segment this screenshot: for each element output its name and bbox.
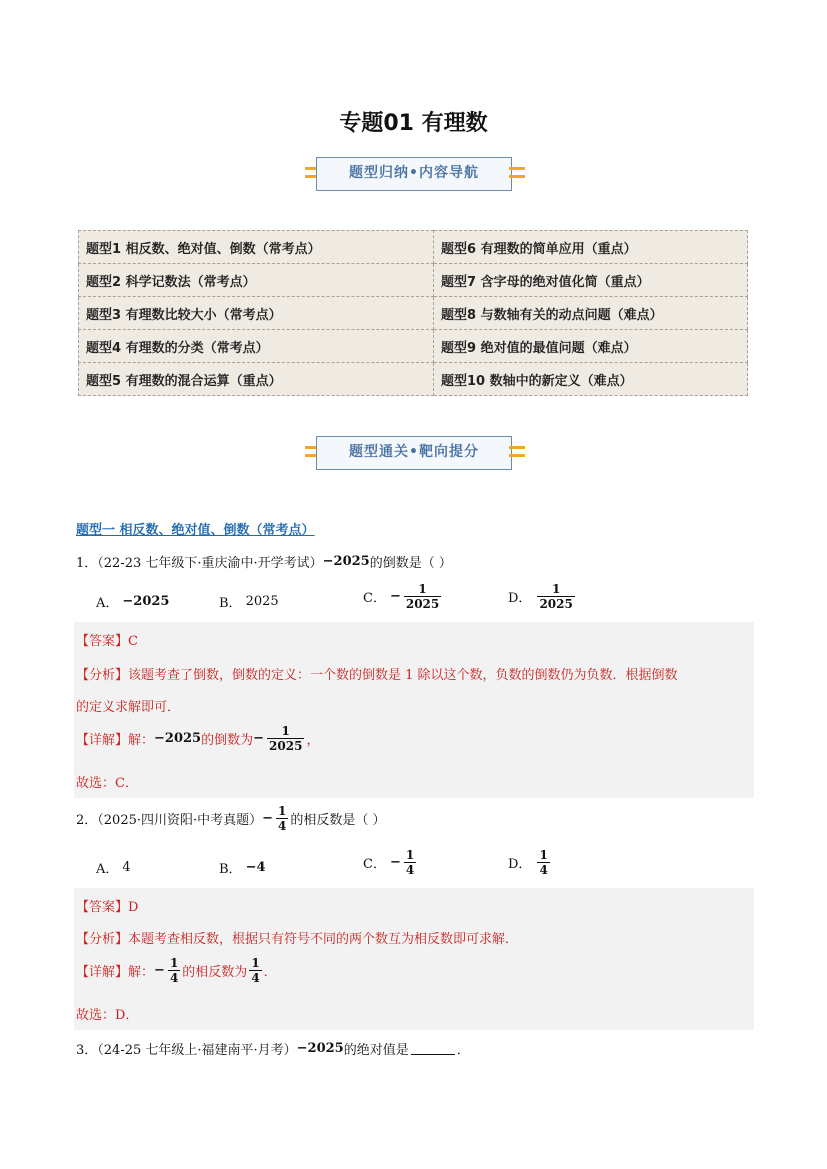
- question-1-answer: 【答案】C: [76, 634, 138, 649]
- question-1-option-d[interactable]: D． $\frac{1}{2025}$: [508, 582, 573, 611]
- question-2-detail: 【详解】 解： − $\frac{1}{4}$ 的相反数为 $\frac{1}{4}$ ．: [76, 956, 277, 985]
- banner-practice: [305, 436, 525, 472]
- banner-decoration-icon: [509, 167, 525, 183]
- question-1-source: 1．（22-23 七年级下·重庆渝中·开学考试）: [76, 556, 323, 571]
- fraction: $\frac{1}{4}$: [251, 956, 260, 985]
- question-1-analysis-line-2: 的定义求解即可．: [76, 700, 181, 715]
- banner-practice-label: 题型通关•靶向提分: [316, 436, 512, 470]
- page-title: 专题01 有理数: [339, 111, 488, 136]
- fraction: $\frac{1}{4}$: [169, 956, 179, 985]
- question-1-analysis-line-1: 【分析】 该题考查了倒数，倒数的定义：一个数的倒数是 1 除以这个数，负数的倒数仍为负数．根据倒数: [76, 668, 678, 683]
- fraction: $\frac{1}{2025}$: [405, 582, 440, 611]
- question-1-expression: −2025: [322, 554, 370, 569]
- question-3-suffix: 的绝对值是: [343, 1043, 409, 1058]
- question-2-option-d[interactable]: D． $\frac{1}{4}$: [508, 848, 548, 877]
- question-2-answer: 【答案】D: [76, 900, 139, 915]
- question-1-solution: [74, 622, 754, 798]
- banner-decoration-icon: [509, 446, 525, 462]
- nav-item-type-10[interactable]: 题型10 数轴中的新定义（难点）: [434, 363, 748, 396]
- question-3-source: 3．（24-25 七年级上·福建南平·月考）: [76, 1043, 297, 1058]
- section-heading-type-1[interactable]: 题型一 相反数、绝对值、倒数（常考点）: [76, 523, 315, 538]
- nav-item-type-9[interactable]: 题型9 绝对值的最值问题（难点）: [434, 330, 748, 363]
- question-2-analysis: 【分析】 本题考查相反数，根据只有符号不同的两个数互为相反数即可求解．: [76, 932, 519, 947]
- topic-navigation-table: [78, 230, 748, 396]
- nav-item-type-1[interactable]: 题型1 相反数、绝对值、倒数（常考点）: [79, 231, 434, 264]
- question-2-suffix: 的相反数是（ ）: [290, 813, 386, 828]
- nav-item-type-8[interactable]: 题型8 与数轴有关的动点问题（难点）: [434, 297, 748, 330]
- banner-navigation: [305, 157, 525, 193]
- question-1-option-a[interactable]: A． −2025: [96, 594, 170, 611]
- question-1-option-c[interactable]: C． − $\frac{1}{2025}$: [363, 582, 440, 611]
- question-2-option-c[interactable]: C． − $\frac{1}{4}$: [363, 848, 415, 877]
- question-2-source: 2．（2025·四川资阳·中考真题）: [76, 813, 263, 828]
- banner-navigation-label: 题型归纳•内容导航: [316, 157, 512, 191]
- nav-item-type-2[interactable]: 题型2 科学记数法（常考点）: [79, 264, 434, 297]
- question-3-stem: 3．（24-25 七年级上·福建南平·月考） −2025 的绝对值是 ．: [76, 1041, 470, 1058]
- nav-item-type-3[interactable]: 题型3 有理数比较大小（常考点）: [79, 297, 434, 330]
- fraction: $\frac{1}{4}$: [539, 848, 548, 877]
- question-2-stem: 2．（2025·四川资阳·中考真题） − $\frac{1}{4}$ 的相反数是（ ）: [76, 804, 386, 833]
- nav-item-type-4[interactable]: 题型4 有理数的分类（常考点）: [79, 330, 434, 363]
- nav-item-type-5[interactable]: 题型5 有理数的混合运算（重点）: [79, 363, 434, 396]
- nav-item-type-6[interactable]: 题型6 有理数的简单应用（重点）: [434, 231, 748, 264]
- question-1-choice: 故选：C．: [76, 776, 138, 791]
- question-1-option-b[interactable]: B． 2025: [219, 594, 279, 611]
- nav-item-type-7[interactable]: 题型7 含字母的绝对值化简（重点）: [434, 264, 748, 297]
- question-3-answer-blank[interactable]: [411, 1042, 455, 1055]
- fraction: $\frac{1}{4}$: [278, 804, 287, 833]
- question-2-choice: 故选：D．: [76, 1008, 139, 1023]
- question-2-option-a[interactable]: A． 4: [96, 860, 131, 877]
- question-1-stem: [76, 552, 452, 571]
- question-1-suffix: 的倒数是（ ）: [369, 556, 452, 571]
- question-1-detail: 【详解】 解： −2025 的倒数为 − $\frac{1}{2025}$ ，: [76, 724, 320, 753]
- question-3-expression: −2025: [296, 1041, 344, 1056]
- fraction: $\frac{1}{2025}$: [269, 724, 303, 753]
- question-2-option-b[interactable]: B． −4: [219, 860, 266, 877]
- question-2-solution: [74, 888, 754, 1030]
- fraction: $\frac{1}{2025}$: [539, 582, 573, 611]
- fraction: $\frac{1}{4}$: [405, 848, 415, 877]
